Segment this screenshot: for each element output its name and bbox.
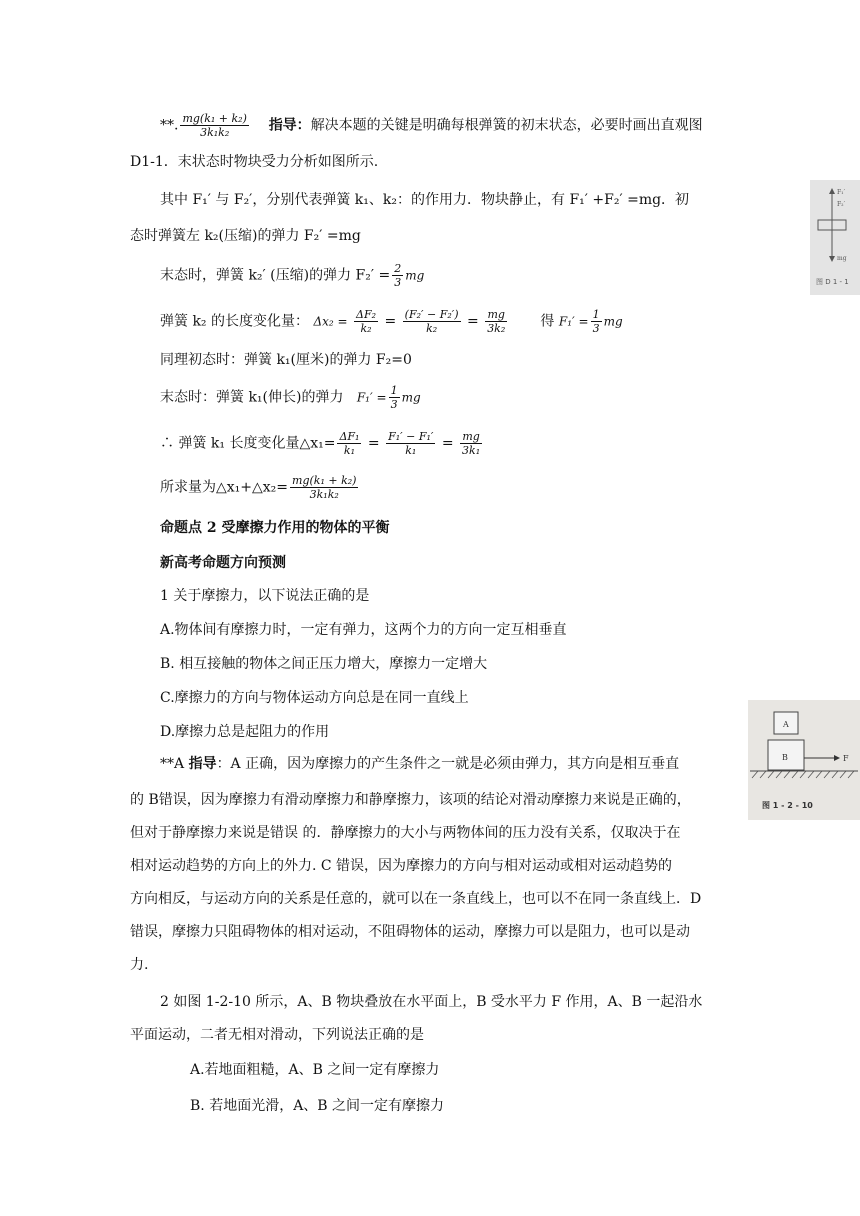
question-stem: 2 如图 1-2-10 所示，A、B 物块叠放在水平面上，B 受水平力 F 作用，A、B 一起沿水 (160, 994, 703, 1010)
paragraph-line: D1-1．末状态时物块受力分析如图所示. (130, 154, 379, 170)
force-diagram (810, 180, 860, 295)
answer-fraction: $\frac{\text{mg(k₁ + k₂)}}{\text{3k₁k₂}}$ (182, 112, 247, 139)
option-b: B. 相互接触的物体之间正压力增大，摩擦力一定增大 (160, 656, 488, 672)
figure-d1-1 (810, 180, 860, 295)
explanation-line: 相对运动趋势的方向上的外力. C 错误，因为摩擦力的方向与相对运动或相对运动趋势的 (130, 858, 673, 874)
guide-text: 解决本题的关键是明确每根弹簧的初末状态，必要时画出直观图 (310, 117, 703, 134)
paragraph-line: 其中 F₁′ 与 F₂′，分别代表弹簧 k₁、k₂：的作用力．物块静止，有 F₁′ +F₂′ =mg．初 (160, 192, 690, 208)
explanation-line: 的 B错误，因为摩擦力有滑动摩擦力和静摩擦力，该项的结论对滑动摩擦力来说是正确的， (130, 792, 691, 808)
option-a: A.物体间有摩擦力时，一定有弹力，这两个力的方向一定互相垂直 (160, 622, 567, 638)
label-f1: F₁′ (837, 189, 845, 196)
block-diagram (748, 700, 860, 820)
equation-line: 所求量为△x₁+△x₂= $\frac{\text{mg(k₁ + k₂)}}{\text{3k₁k₂}}$ (160, 474, 357, 501)
option-a: A.若地面粗糙，A、B 之间一定有摩擦力 (190, 1062, 440, 1078)
equation-line: ∴ 弹簧 k₁ 长度变化量△x₁= $\frac{\text{ΔF₁}}{\text{k₁}}$ = $\frac{\text{F₁′ − F₁′}}{\text{k₁}}$ = $\frac{mg}{\text{3k₁}}$ (160, 430, 481, 457)
answer-prefix: **. (160, 117, 179, 134)
equation-line: 末态时，弹簧 k₂′ (压缩)的弹力 F₂′ = $\frac{2}{3}$ mg (160, 262, 425, 289)
explanation-line: **A 指导：A 正确，因为摩擦力的产生条件之一就是必须由弹力，其方向是相互垂直 (160, 756, 680, 772)
equation-line: 弹簧 k₂ 的长度变化量： Δx₂ = $\frac{\text{ΔF₂}}{\text{k₂}}$ = $\frac{\text{(F₂′ − F₂′)}}{\text{k₂}}$ = $\frac{mg}{\text{3k₂}}$ 得 F₁′ = $\frac{1}{3}$ mg (160, 308, 623, 335)
paragraph-line: 态时弹簧左 k₂(压缩)的弹力 F₂′ =mg (130, 228, 361, 244)
option-c: C.摩擦力的方向与物体运动方向总是在同一直线上 (160, 690, 469, 706)
option-b: B. 若地面光滑，A、B 之间一定有摩擦力 (190, 1098, 445, 1114)
answer-line (160, 112, 703, 139)
subsection-heading: 新高考命题方向预测 (160, 555, 286, 571)
figure-caption: 图 D 1 - 1 (816, 278, 849, 286)
label-b: B (782, 753, 788, 762)
explanation-line: 力. (130, 957, 149, 973)
label-a: A (783, 720, 789, 729)
label-mg: mg (837, 255, 847, 262)
option-d: D.摩擦力总是起阻力的作用 (160, 724, 330, 740)
explanation-line: 但对于静摩擦力来说是错误 的．静摩擦力的大小与两物体间的压力没有关系，仅取决于在 (130, 825, 681, 841)
paragraph-line: 同理初态时：弹簧 k₁(厘米)的弹力 F₂=0 (160, 352, 412, 368)
section-heading: 命题点 2 受摩擦力作用的物体的平衡 (160, 520, 390, 536)
equation-line: 末态时：弹簧 k₁(伸长)的弹力 F₁′ = $\frac{1}{3}$ mg (160, 384, 421, 411)
figure-1-2-10 (748, 700, 860, 820)
question-stem: 平面运动，二者无相对滑动，下列说法正确的是 (130, 1027, 424, 1043)
explanation-line: 错误，摩擦力只阻碍物体的相对运动，不阻碍物体的运动，摩擦力可以是阻力，也可以是动 (130, 924, 690, 940)
figure-caption: 图 1 - 2 - 10 (762, 801, 813, 810)
guide-label: 指导： (268, 117, 311, 134)
label-f2: F₂′ (837, 201, 845, 208)
question-stem: 1 关于摩擦力，以下说法正确的是 (160, 588, 370, 604)
explanation-line: 方向相反，与运动方向的关系是任意的，就可以在一条直线上，也可以不在同一条直线上．D (130, 891, 702, 907)
label-f: F (843, 754, 849, 763)
